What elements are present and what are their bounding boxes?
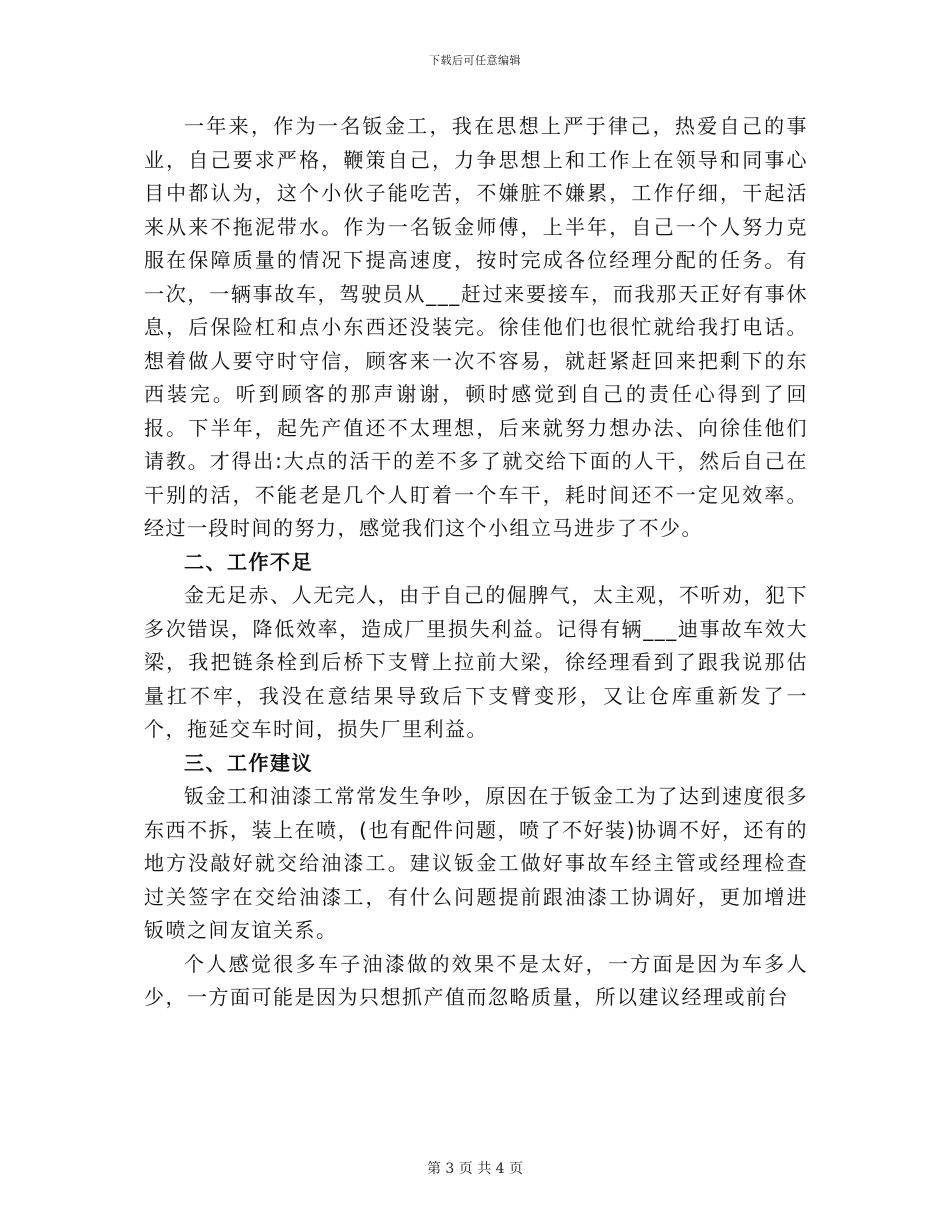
- paragraph-work-summary: 一年来，作为一名钣金工，我在思想上严于律己，热爱自己的事业，自己要求严格，鞭策自己，力争思想上和工作上在领导和同事心目中都认为，这个小伙子能吃苦，不嫌脏不嫌累，工作仔细，干起活来从来不拖泥带水。作为一名钣金师傅，上半年，自己一个人努力克服在保障质量的情况下提高速度，按时完成各位经理分配的任务。有一次，一辆事故车，驾驶员从___赶过来要接车，而我那天正好有事休息，后保险杠和点小东西还没装完。徐佳他们也很忙就给我打电话。想着做人要守时守信，顾客来一次不容易，就赶紧赶回来把剩下的东西装完。听到顾客的那声谢谢，顿时感觉到自己的责任心得到了回报。下半年，起先产值还不太理想，后来就努力想办法、向徐佳他们请教。才得出:大点的活干的差不多了就交给下面的人干，然后自己在干别的活，不能老是几个人盯着一个车干，耗时间还不一定见效率。经过一段时间的努力，感觉我们这个小组立马进步了不少。: [144, 114, 808, 540]
- paragraph-paint-quality: 个人感觉很多车子油漆做的效果不是太好，一方面是因为车多人少，一方面可能是因为只想抓产值而忽略质量，所以建议经理或前台: [144, 951, 808, 1009]
- section-heading-shortcomings: 二、工作不足: [184, 549, 313, 574]
- page-header: 下载后可任意编辑: [429, 54, 521, 67]
- section-heading-suggestions: 三、工作建议: [184, 750, 313, 775]
- document-body: [144, 110, 808, 1015]
- paragraph-shortcomings: 金无足赤、人无完人，由于自己的倔脾气，太主观，不听劝，犯下多次错误，降低效率，造成厂里损失利益。记得有辆___迪事故车效大梁，我把链条栓到后桥下支臂上拉前大梁，徐经理看到了跟我说那估量扛不牢，我没在意结果导致后下支臂变形，又让仓库重新发了一个，拖延交车时间，损失厂里利益。: [144, 583, 808, 741]
- paragraph-suggestions: 钣金工和油漆工常常发生争吵，原因在于钣金工为了达到速度很多东西不拆，装上在喷，(也有配件问题，喷了不好装)协调不好，还有的地方没敲好就交给油漆工。建议钣金工做好事故车经主管或经理检查过关签字在交给油漆工，有什么问题提前跟油漆工协调好，更加增进钣喷之间友谊关系。: [144, 784, 808, 942]
- page-number: 第 3 页 共 4 页: [426, 1161, 524, 1177]
